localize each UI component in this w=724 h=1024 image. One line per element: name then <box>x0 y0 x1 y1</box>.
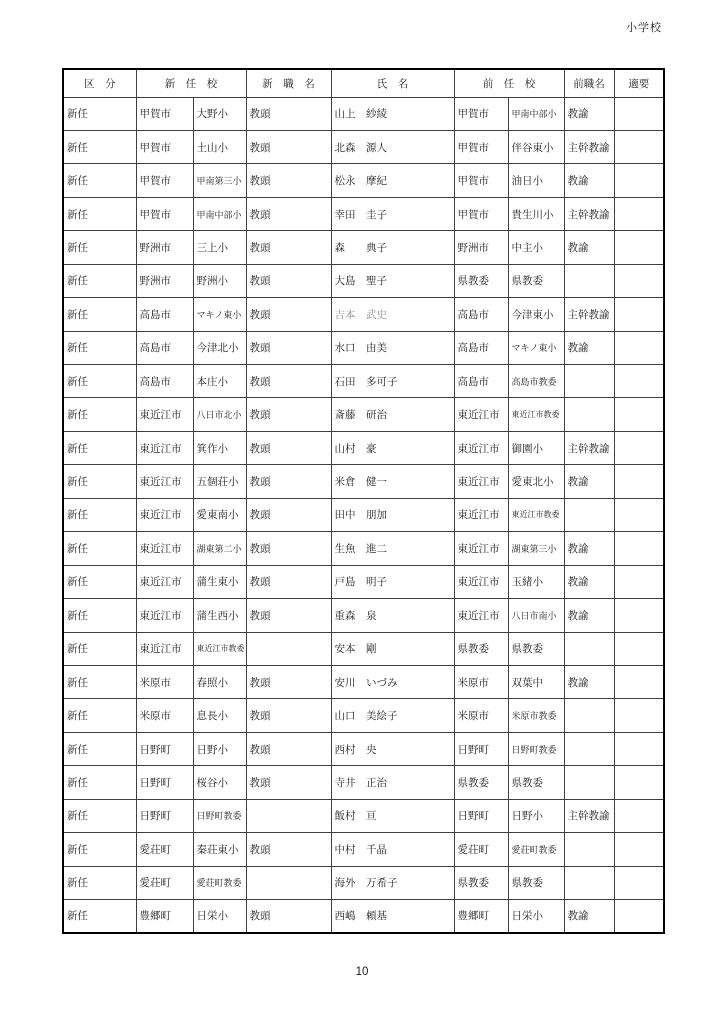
cell-new-school: 甲南第三小 <box>193 164 246 197</box>
cell-new-city: 甲賀市 <box>136 130 193 163</box>
cell-prev-city: 甲賀市 <box>454 130 508 163</box>
table-row <box>63 900 664 933</box>
cell-name: 北森 源人 <box>331 130 454 163</box>
cell-new-school: マキノ東小 <box>193 298 246 331</box>
cell-new-title: 教頭 <box>246 298 331 331</box>
cell-note <box>614 799 664 832</box>
cell-prev-title <box>564 833 614 866</box>
cell-prev-title: 教諭 <box>564 532 614 565</box>
table-row <box>63 130 664 163</box>
table-row <box>63 599 664 632</box>
cell-note <box>614 365 664 398</box>
cell-prev-city: 高島市 <box>454 365 508 398</box>
cell-new-title: 教頭 <box>246 565 331 598</box>
cell-prev-school: 県教委 <box>508 766 564 799</box>
table-row <box>63 699 664 732</box>
table-row <box>63 833 664 866</box>
cell-new-city: 愛荘町 <box>136 866 193 899</box>
cell-name: 寺井 正治 <box>331 766 454 799</box>
table-row <box>63 264 664 297</box>
cell-new-title: 教頭 <box>246 833 331 866</box>
cell-category: 新任 <box>63 130 136 163</box>
cell-new-city: 米原市 <box>136 665 193 698</box>
cell-new-city: 愛荘町 <box>136 833 193 866</box>
cell-prev-title: 教諭 <box>564 465 614 498</box>
cell-prev-school: 中主小 <box>508 231 564 264</box>
cell-category: 新任 <box>63 665 136 698</box>
cell-category: 新任 <box>63 599 136 632</box>
header-prev-title: 前職名 <box>564 69 614 97</box>
cell-new-city: 甲賀市 <box>136 97 193 130</box>
cell-note <box>614 97 664 130</box>
cell-name: 飯村 亘 <box>331 799 454 832</box>
cell-note <box>614 900 664 933</box>
cell-new-school: 愛東南小 <box>193 498 246 531</box>
cell-note <box>614 632 664 665</box>
cell-category: 新任 <box>63 97 136 130</box>
table-row <box>63 298 664 331</box>
cell-name: 山村 豪 <box>331 431 454 464</box>
table-row <box>63 766 664 799</box>
cell-prev-school: 日野小 <box>508 799 564 832</box>
cell-note <box>614 465 664 498</box>
cell-note <box>614 498 664 531</box>
header-category: 区 分 <box>63 69 136 97</box>
cell-note <box>614 264 664 297</box>
cell-category: 新任 <box>63 331 136 364</box>
table-row <box>63 632 664 665</box>
cell-new-title <box>246 632 331 665</box>
cell-prev-city: 東近江市 <box>454 498 508 531</box>
cell-new-school: 東近江市教委 <box>193 632 246 665</box>
page-corner-label: 小学校 <box>626 22 662 34</box>
cell-prev-title: 教諭 <box>564 97 614 130</box>
cell-new-school: 五個荘小 <box>193 465 246 498</box>
header-note: 適要 <box>614 69 664 97</box>
cell-name: 山上 紗綾 <box>331 97 454 130</box>
cell-prev-city: 県教委 <box>454 632 508 665</box>
cell-prev-school: 東近江市教委 <box>508 398 564 431</box>
cell-prev-school: 高島市教委 <box>508 365 564 398</box>
cell-note <box>614 197 664 230</box>
cell-prev-title: 主幹教諭 <box>564 197 614 230</box>
cell-note <box>614 130 664 163</box>
cell-prev-school: マキノ東小 <box>508 331 564 364</box>
cell-new-school: 箕作小 <box>193 431 246 464</box>
cell-new-title: 教頭 <box>246 465 331 498</box>
cell-prev-title: 教諭 <box>564 900 614 933</box>
cell-category: 新任 <box>63 766 136 799</box>
cell-new-city: 高島市 <box>136 365 193 398</box>
cell-category: 新任 <box>63 298 136 331</box>
cell-name: 石田 多可子 <box>331 365 454 398</box>
cell-new-city: 東近江市 <box>136 565 193 598</box>
header-prev-school: 前 任 校 <box>454 69 564 97</box>
cell-category: 新任 <box>63 465 136 498</box>
cell-new-school: 桜谷小 <box>193 766 246 799</box>
cell-new-title: 教頭 <box>246 532 331 565</box>
cell-new-title: 教頭 <box>246 766 331 799</box>
cell-prev-city: 愛荘町 <box>454 833 508 866</box>
cell-prev-title: 主幹教諭 <box>564 298 614 331</box>
cell-prev-school: 玉緒小 <box>508 565 564 598</box>
cell-prev-school: 伴谷東小 <box>508 130 564 163</box>
cell-note <box>614 231 664 264</box>
cell-name: 松永 摩紀 <box>331 164 454 197</box>
cell-name: 生魚 進二 <box>331 532 454 565</box>
table-row <box>63 866 664 899</box>
cell-new-school: 大野小 <box>193 97 246 130</box>
cell-prev-school: 愛東北小 <box>508 465 564 498</box>
cell-name: 斎藤 研治 <box>331 398 454 431</box>
cell-new-city: 東近江市 <box>136 532 193 565</box>
table-header <box>63 69 664 97</box>
cell-note <box>614 398 664 431</box>
cell-category: 新任 <box>63 164 136 197</box>
table-row <box>63 732 664 765</box>
cell-new-title: 教頭 <box>246 365 331 398</box>
cell-prev-city: 野洲市 <box>454 231 508 264</box>
cell-new-title: 教頭 <box>246 231 331 264</box>
cell-prev-title: 主幹教諭 <box>564 130 614 163</box>
cell-name: 海外 万希子 <box>331 866 454 899</box>
cell-name: 西嶋 頼基 <box>331 900 454 933</box>
cell-new-city: 甲賀市 <box>136 164 193 197</box>
cell-name: 田中 朋加 <box>331 498 454 531</box>
table-row <box>63 197 664 230</box>
cell-new-school: 土山小 <box>193 130 246 163</box>
table-row <box>63 231 664 264</box>
cell-category: 新任 <box>63 799 136 832</box>
cell-new-title: 教頭 <box>246 732 331 765</box>
appointments-table <box>62 68 665 934</box>
cell-note <box>614 732 664 765</box>
cell-note <box>614 431 664 464</box>
cell-new-city: 高島市 <box>136 331 193 364</box>
cell-prev-title: 教諭 <box>564 331 614 364</box>
cell-name: 山口 美絵子 <box>331 699 454 732</box>
cell-prev-title: 主幹教諭 <box>564 431 614 464</box>
cell-note <box>614 298 664 331</box>
cell-new-school: 三上小 <box>193 231 246 264</box>
cell-category: 新任 <box>63 732 136 765</box>
cell-prev-school: 油日小 <box>508 164 564 197</box>
cell-prev-city: 東近江市 <box>454 431 508 464</box>
cell-new-school: 甲南中部小 <box>193 197 246 230</box>
cell-new-title <box>246 799 331 832</box>
cell-prev-title: 教諭 <box>564 164 614 197</box>
cell-new-city: 東近江市 <box>136 599 193 632</box>
cell-new-city: 東近江市 <box>136 465 193 498</box>
cell-new-city: 豊郷町 <box>136 900 193 933</box>
cell-prev-title <box>564 732 614 765</box>
cell-category: 新任 <box>63 866 136 899</box>
cell-category: 新任 <box>63 498 136 531</box>
cell-prev-title <box>564 766 614 799</box>
cell-new-title <box>246 866 331 899</box>
table-row <box>63 498 664 531</box>
cell-new-school: 湖東第二小 <box>193 532 246 565</box>
cell-prev-city: 豊郷町 <box>454 900 508 933</box>
cell-category: 新任 <box>63 699 136 732</box>
cell-note <box>614 164 664 197</box>
cell-category: 新任 <box>63 231 136 264</box>
cell-prev-school: 湖東第三小 <box>508 532 564 565</box>
cell-prev-city: 高島市 <box>454 298 508 331</box>
cell-prev-title <box>564 632 614 665</box>
cell-prev-title: 教諭 <box>564 665 614 698</box>
cell-name: 安本 剛 <box>331 632 454 665</box>
cell-new-city: 野洲市 <box>136 231 193 264</box>
cell-new-title: 教頭 <box>246 264 331 297</box>
cell-new-city: 東近江市 <box>136 632 193 665</box>
cell-new-title: 教頭 <box>246 699 331 732</box>
cell-prev-school: 東近江市教委 <box>508 498 564 531</box>
cell-new-school: 愛荘町教委 <box>193 866 246 899</box>
header-row <box>63 69 664 97</box>
cell-new-title: 教頭 <box>246 331 331 364</box>
cell-prev-title: 教諭 <box>564 565 614 598</box>
table-row <box>63 164 664 197</box>
cell-new-school: 日野町教委 <box>193 799 246 832</box>
cell-new-title: 教頭 <box>246 97 331 130</box>
cell-prev-city: 東近江市 <box>454 565 508 598</box>
cell-category: 新任 <box>63 833 136 866</box>
cell-prev-school: 米原市教委 <box>508 699 564 732</box>
cell-prev-title <box>564 866 614 899</box>
cell-note <box>614 766 664 799</box>
cell-category: 新任 <box>63 565 136 598</box>
cell-new-school: 八日市北小 <box>193 398 246 431</box>
cell-new-school: 春照小 <box>193 665 246 698</box>
cell-new-city: 東近江市 <box>136 498 193 531</box>
cell-prev-city: 米原市 <box>454 699 508 732</box>
cell-new-school: 日野小 <box>193 732 246 765</box>
cell-name: 中村 千晶 <box>331 833 454 866</box>
cell-new-city: 高島市 <box>136 298 193 331</box>
table-row <box>63 665 664 698</box>
cell-category: 新任 <box>63 365 136 398</box>
cell-category: 新任 <box>63 197 136 230</box>
cell-new-title: 教頭 <box>246 164 331 197</box>
cell-new-school: 野洲小 <box>193 264 246 297</box>
cell-prev-city: 甲賀市 <box>454 197 508 230</box>
cell-new-city: 日野町 <box>136 766 193 799</box>
cell-name: 水口 由美 <box>331 331 454 364</box>
cell-note <box>614 833 664 866</box>
header-name: 氏 名 <box>331 69 454 97</box>
cell-category: 新任 <box>63 532 136 565</box>
cell-new-title: 教頭 <box>246 197 331 230</box>
cell-name: 吉本 武史 <box>331 298 454 331</box>
cell-new-city: 野洲市 <box>136 264 193 297</box>
cell-name: 戸島 明子 <box>331 565 454 598</box>
cell-prev-title <box>564 398 614 431</box>
cell-new-school: 秦荘東小 <box>193 833 246 866</box>
cell-prev-city: 甲賀市 <box>454 164 508 197</box>
cell-category: 新任 <box>63 431 136 464</box>
cell-name: 幸田 圭子 <box>331 197 454 230</box>
table-row <box>63 431 664 464</box>
cell-prev-title: 教諭 <box>564 599 614 632</box>
cell-name: 大島 聖子 <box>331 264 454 297</box>
table-row <box>63 532 664 565</box>
cell-new-school: 蒲生東小 <box>193 565 246 598</box>
cell-prev-title <box>564 699 614 732</box>
cell-name: 西村 央 <box>331 732 454 765</box>
cell-category: 新任 <box>63 900 136 933</box>
cell-category: 新任 <box>63 264 136 297</box>
cell-new-title: 教頭 <box>246 130 331 163</box>
cell-new-title: 教頭 <box>246 398 331 431</box>
cell-prev-school: 愛荘町教委 <box>508 833 564 866</box>
cell-new-city: 日野町 <box>136 799 193 832</box>
cell-prev-city: 甲賀市 <box>454 97 508 130</box>
cell-new-city: 日野町 <box>136 732 193 765</box>
table-row <box>63 799 664 832</box>
cell-prev-school: 今津東小 <box>508 298 564 331</box>
cell-prev-city: 東近江市 <box>454 599 508 632</box>
cell-new-school: 今津北小 <box>193 331 246 364</box>
table-row <box>63 465 664 498</box>
cell-category: 新任 <box>63 398 136 431</box>
page-number: 10 <box>355 966 369 978</box>
table-row <box>63 398 664 431</box>
cell-prev-city: 東近江市 <box>454 398 508 431</box>
cell-new-title: 教頭 <box>246 498 331 531</box>
cell-prev-city: 県教委 <box>454 766 508 799</box>
cell-prev-city: 高島市 <box>454 331 508 364</box>
cell-category: 新任 <box>63 632 136 665</box>
cell-prev-city: 県教委 <box>454 866 508 899</box>
cell-new-school: 本庄小 <box>193 365 246 398</box>
table-body <box>63 97 664 933</box>
cell-prev-city: 県教委 <box>454 264 508 297</box>
cell-prev-title <box>564 264 614 297</box>
cell-prev-city: 東近江市 <box>454 465 508 498</box>
cell-new-city: 米原市 <box>136 699 193 732</box>
cell-note <box>614 866 664 899</box>
cell-name: 米倉 健一 <box>331 465 454 498</box>
cell-note <box>614 532 664 565</box>
table-row <box>63 97 664 130</box>
cell-new-school: 日栄小 <box>193 900 246 933</box>
cell-note <box>614 699 664 732</box>
cell-name: 重森 泉 <box>331 599 454 632</box>
cell-prev-city: 日野町 <box>454 799 508 832</box>
cell-prev-school: 県教委 <box>508 264 564 297</box>
cell-prev-school: 県教委 <box>508 632 564 665</box>
table-row <box>63 365 664 398</box>
cell-prev-school: 御園小 <box>508 431 564 464</box>
cell-new-title: 教頭 <box>246 900 331 933</box>
cell-new-title: 教頭 <box>246 599 331 632</box>
cell-new-title: 教頭 <box>246 665 331 698</box>
cell-prev-school: 日野町教委 <box>508 732 564 765</box>
cell-new-city: 甲賀市 <box>136 197 193 230</box>
cell-prev-title <box>564 498 614 531</box>
cell-prev-title: 主幹教諭 <box>564 799 614 832</box>
cell-prev-school: 双葉中 <box>508 665 564 698</box>
cell-name: 森 典子 <box>331 231 454 264</box>
cell-prev-school: 県教委 <box>508 866 564 899</box>
cell-new-school: 息長小 <box>193 699 246 732</box>
cell-note <box>614 599 664 632</box>
table-row <box>63 565 664 598</box>
cell-new-city: 東近江市 <box>136 398 193 431</box>
cell-prev-city: 日野町 <box>454 732 508 765</box>
cell-prev-city: 米原市 <box>454 665 508 698</box>
header-new-school: 新 任 校 <box>136 69 246 97</box>
cell-prev-school: 甲南中部小 <box>508 97 564 130</box>
cell-new-school: 蒲生西小 <box>193 599 246 632</box>
table-row <box>63 331 664 364</box>
cell-new-title: 教頭 <box>246 431 331 464</box>
cell-prev-school: 日栄小 <box>508 900 564 933</box>
header-new-title: 新 職 名 <box>246 69 331 97</box>
cell-prev-school: 貴生川小 <box>508 197 564 230</box>
cell-prev-city: 東近江市 <box>454 532 508 565</box>
cell-prev-title <box>564 365 614 398</box>
cell-prev-school: 八日市南小 <box>508 599 564 632</box>
cell-note <box>614 665 664 698</box>
cell-name: 安川 いづみ <box>331 665 454 698</box>
cell-prev-title: 教諭 <box>564 231 614 264</box>
cell-note <box>614 331 664 364</box>
cell-new-city: 東近江市 <box>136 431 193 464</box>
cell-note <box>614 565 664 598</box>
